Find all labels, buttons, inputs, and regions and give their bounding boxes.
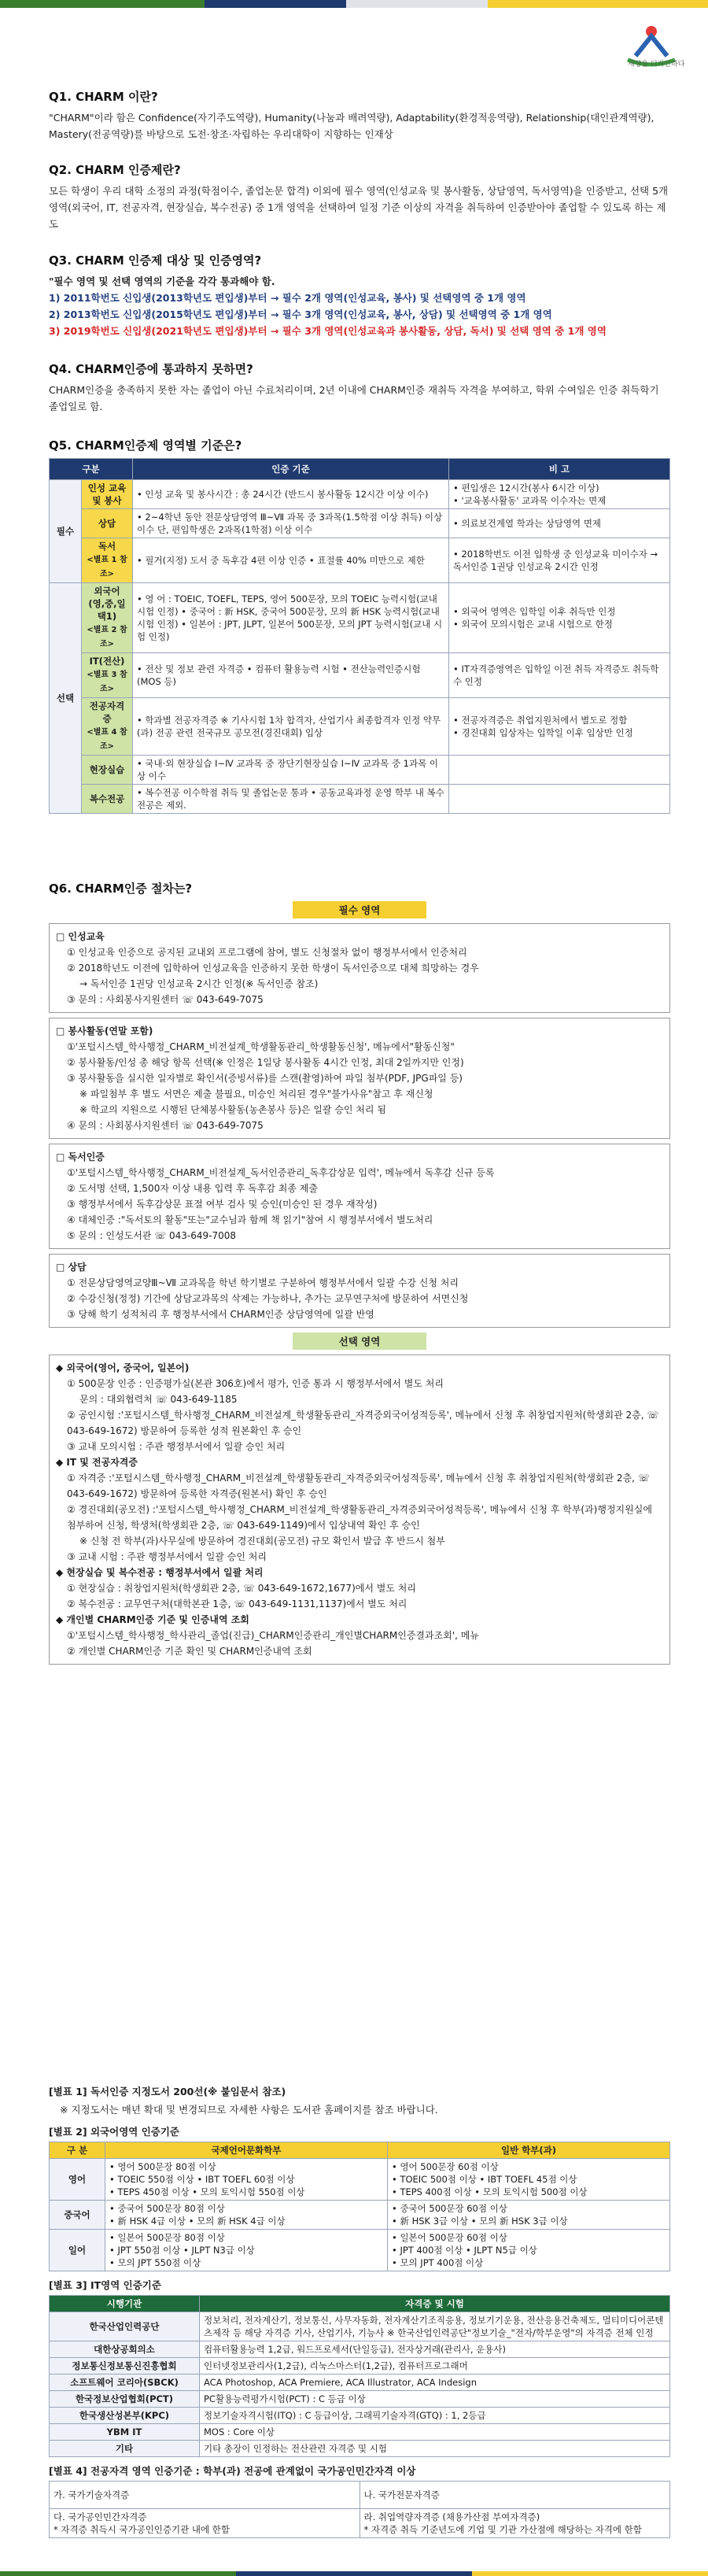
q5-area-6-label: 전공자격증 [89, 700, 125, 724]
table2-cell: • 중국어 500문장 60점 이상 • 新 HSK 3급 이상 • 모의 新 HSK 3급 이상 [388, 2201, 670, 2230]
table2-header: 국제언어문화학부 [105, 2142, 388, 2159]
q5-criteria-table [49, 458, 670, 814]
q5-area-4 [82, 583, 133, 653]
procedure-title: □ 인성교육 [56, 931, 105, 942]
table3-cert: 기타 총장이 인정하는 전산관련 자격증 및 시험 [200, 2441, 670, 2457]
procedure-line: ⑤ 문의 : 인성도서관 ☏ 043-649-7008 [67, 1230, 237, 1241]
table2-lang: 중국어 [50, 2201, 105, 2230]
q5-area-4-label: 외국어 (영,중,일 택1) [88, 586, 126, 622]
procedure-line: ② 봉사활동/인성 총 해당 항목 선택(※ 인정은 1일당 봉사활동 4시간 인정, 최대 2일까지만 인정) [67, 1057, 464, 1068]
q5-area-3 [82, 538, 133, 583]
procedure-title: ◆ 외국어(영어, 중국어, 일본어) [56, 1362, 190, 1373]
procedure-line: ① 전문상담영역교양Ⅲ~Ⅶ 교과목을 학년 학기별로 구분하여 행정부서에서 일괄 수강 신청 처리 [67, 1277, 459, 1288]
q5-criteria-7: • 국내·외 현장실습 Ⅰ~Ⅳ 교과목 중 장단기현장실습 Ⅰ~Ⅳ 교과목 중 1과목 이상 이수 [132, 756, 448, 785]
it-criteria-table [49, 2295, 670, 2457]
table3-org: 정보통신정보통신진흥협회 [50, 2358, 200, 2375]
q5-area-6 [82, 698, 133, 756]
procedure-title: ◆ 개인별 CHARM인증 기준 및 인증내역 조회 [56, 1614, 249, 1625]
table2-cell: • 영어 500문장 80점 이상 • TOEIC 550점 이상 • IBT TOEFL 60점 이상 • TEPS 450점 이상 • 모의 토익시험 550점 이상 [105, 2159, 388, 2201]
procedure-line: → 독서인증 1권당 인성교육 2시간 인정(※ 독서인증 참조) [79, 978, 319, 989]
table2-title: [별표 2] 외국어영역 인증기준 [49, 2126, 180, 2138]
q5-note-4: • 외국어 영역은 입학일 이후 취득만 인정 • 외국어 모의시험은 교내 시험으로 한정 [449, 583, 670, 653]
procedure-counseling [49, 1254, 670, 1328]
q2-section [49, 161, 670, 232]
table3-org: YBM IT [50, 2424, 200, 2441]
procedure-line: ①'포털시스템_학사행정_학사관리_졸업(진급)_CHARM인증관리_개인별CHARM인증결과조회', 메뉴 [67, 1630, 479, 1641]
required-area-pill: 필수 영역 [293, 901, 426, 918]
q5-header-note: 비 고 [449, 459, 670, 480]
procedure-line: ①'포털시스템_학사행정_CHARM_비전설계_독서인증관리_독후감상문 입력', 메뉴에서 독후감 신규 등록 [67, 1167, 495, 1178]
q3-title: Q3. CHARM 인증제 대상 및 인증영역? [49, 253, 262, 268]
procedure-line: ③ 문의 : 사회봉사지원센터 ☏ 043-649-7075 [67, 994, 264, 1005]
table3-org: 기타 [50, 2441, 200, 2457]
q4-title: Q4. CHARM인증에 통과하지 못하면? [49, 362, 253, 376]
q3-section [49, 252, 670, 339]
q5-criteria-4: • 영 어 : TOEIC, TOEFL, TEPS, 영어 500문장, 모의 TOEIC 능력시험(교내 시험 인정) • 중국어 : 新 HSK, 중국어 500문장, 모의 新 HSK 능력시험(교내 시험 인정) • 일본어 : JPT, JLPT, 일본어 500문장, 모의 JPT 능력시험(교내 시험 인정) [132, 583, 448, 653]
table3-header: 시행기관 [50, 2296, 200, 2312]
procedure-line: ③ 교내 모의시험 : 주관 행정부서에서 일괄 승인 처리 [67, 1441, 286, 1452]
procedure-line: ③ 행정부서에서 독후감상문 표절 여부 검사 및 승인(미승인 된 경우 재작성) [67, 1199, 378, 1210]
table3-org: 대한상공회의소 [50, 2341, 200, 2358]
table2-lang: 일어 [50, 2230, 105, 2271]
q6-title: Q6. CHARM인증 절차는? [49, 881, 193, 896]
major-cert-table [49, 2481, 670, 2538]
table2-cell: • 중국어 500문장 80점 이상 • 新 HSK 4급 이상 • 모의 新 HSK 4급 이상 [105, 2201, 388, 2230]
table3-org: 한국산업인력공단 [50, 2312, 200, 2341]
table3-cert: 인터넷정보관리사(1,2급), 리눅스마스터(1,2급), 컴퓨터프로그래머 [200, 2358, 670, 2375]
table3-cert: MOS : Core 이상 [200, 2424, 670, 2441]
table2-cell: • 일본어 500문장 60점 이상 • JPT 400점 이상 • JLPT N5급 이상 • 모의 JPT 400점 이상 [388, 2230, 670, 2271]
procedure-line: ① 자격증 :'포털시스템_학사행정_CHARM_비전설계_학생활동관리_자격증외국어성적등록', 메뉴에서 신청 후 취창업지원처(학생회관 2층, ☏ 043-649-1672) 방문하여 등록한 자격증(원본서) 확인 후 승인 [67, 1473, 650, 1499]
q5-header-category: 구분 [50, 459, 133, 480]
procedure-title: □ 독서인증 [56, 1151, 105, 1162]
procedure-elective [49, 1355, 670, 1665]
q5-criteria-6: • 학과별 전공자격증 ※ 기사시험 1차 합격자, 산업기사 최종합격자 인정 약무(과) 전공 관련 전국규모 공모전(경진대회) 입상 [132, 698, 448, 756]
procedure-line: ③ 당해 학기 성적처리 후 행정부서에서 CHARM인증 상담영역에 일괄 반영 [67, 1309, 374, 1320]
q1-title: Q1. CHARM 이란? [49, 90, 158, 104]
q5-group-required: 필수 [50, 480, 82, 583]
table3-cert: PC활용능력평가시험(PCT) : C 등급 이상 [200, 2391, 670, 2408]
q5-note-6: • 전공자격증은 취업지원처에서 별도로 정함 • 경진대회 입상자는 입학일 이후 입상만 인정 [449, 698, 670, 756]
procedure-line: ① 인성교육 인증으로 공지된 교내외 프로그램에 참여, 별도 신청절차 없이 행정부서에서 인증처리 [67, 947, 467, 958]
q1-section [49, 88, 670, 142]
q5-note-2: • 의료보건계열 학과는 상담영역 면제 [449, 509, 670, 538]
procedure-line: ② 복수전공 : 교무연구처(대학본관 1층, ☏ 043-649-1131,1137)에서 별도 처리 [67, 1598, 407, 1610]
procedure-line: ② 2018학년도 이전에 입학하여 인성교육을 인증하지 못한 학생이 독서인증으로 대체 희망하는 경우 [67, 963, 479, 974]
procedure-volunteer [49, 1018, 670, 1139]
q5-note-5: • IT자격증영역은 입학일 이전 취득 자격증도 취득학수 인정 [449, 653, 670, 698]
table3-org: 한국정보산업협회(PCT) [50, 2391, 200, 2408]
table3-cert: ACA Photoshop, ACA Premiere, ACA Illustrator, ACA Indesign [200, 2375, 670, 2391]
q5-area-5-label: IT(전산) [89, 656, 125, 667]
top-color-bar [0, 0, 708, 8]
table2-header: 구 분 [50, 2142, 105, 2159]
procedure-line: ※ 신청 전 학부(과)사무실에 방문하여 경진대회(공모전) 규모 확인서 발급 후 반드시 첨부 [79, 1536, 445, 1547]
q5-header-criteria: 인증 기준 [132, 459, 448, 480]
table4-title: [별표 4] 전공자격 영역 인증기준 : 학부(과) 전공에 관계없이 국가공인민간자격 이상 [49, 2465, 416, 2477]
q5-criteria-8: • 복수전공 이수학점 취득 및 졸업논문 통과 • 공동교육과정 운영 학부 내 복수전공은 제외. [132, 785, 448, 814]
q5-criteria-2: • 2~4학년 동안 전문상담영역 Ⅲ~Ⅶ 과목 중 3과목(1.5학점 이상 취득) 이상 이수 단, 편입학생은 2과목(1학점) 이상 이수 [132, 509, 448, 538]
q5-group-elective: 선택 [50, 583, 82, 814]
procedure-title: □ 봉사활동(연말 포함) [56, 1026, 153, 1037]
procedure-line: ※ 학교의 지원으로 시행된 단체봉사활동(농촌봉사 등)은 일괄 승인 처리 됨 [79, 1104, 386, 1115]
table3-title: [별표 3] IT영역 인증기준 [49, 2279, 161, 2291]
q4-body: CHARM인증을 충족하지 못한 자는 졸업이 아닌 수료처리이며, 2년 이내에 CHARM인증 재취득 자격을 부여하고, 학위 수여일은 인증 취득학기 졸업일로 함. [49, 384, 659, 412]
procedure-title: ◆ 현장실습 및 복수전공 : 행정부서에서 일괄 처리 [56, 1567, 264, 1578]
q2-title: Q2. CHARM 인증제란? [49, 163, 181, 177]
q3-item-1: 1) 2011학번도 신입생(2013학년도 편입생)부터 → 필수 2개 영역(인성교육, 봉사) 및 선택영역 중 1개 영역 [49, 292, 526, 304]
procedure-line: ③ 교내 시험 : 주관 행정부서에서 일괄 승인 처리 [67, 1551, 267, 1562]
q5-area-3-label: 독서 [98, 541, 116, 552]
q5-criteria-3: • 필거(지정) 도서 중 독후감 4편 이상 인증 • 표절률 40% 미만으로 제한 [132, 538, 448, 583]
q3-lead: "필수 영역 및 선택 영역의 기준을 각각 통과해야 함. [49, 275, 275, 287]
table4-cell: 가. 국가기술자격증 [50, 2482, 360, 2509]
q5-note-8 [449, 785, 670, 814]
elective-area-pill: 선택 영역 [293, 1332, 426, 1350]
q5-area-6-ref: <별표 4 참조> [87, 728, 127, 751]
table3-cert: 정보기술자격시험(ITQ) : C 등급이상, 그래픽기술자격(GTQ) : 1, 2등급 [200, 2408, 670, 2424]
procedure-line: ①'포털시스템_학사행정_CHARM_비전설계_학생활동관리_학생활동신청', 메뉴에서"활동신청" [67, 1041, 455, 1052]
q5-area-5 [82, 653, 133, 698]
table1-note: ※ 지정도서는 매년 확대 및 변경되므로 자세한 사항은 도서관 홈페이지를 참조 바랍니다. [60, 2104, 438, 2116]
table1-title: [별표 1] 독서인증 지정도서 200선(※ 붙임문서 참조) [49, 2086, 286, 2097]
q5-note-1: • 편입생은 12시간(봉사 6시간 이상) • '교육봉사활동' 교과목 이수자는 면제 [449, 480, 670, 509]
procedure-personality [49, 923, 670, 1013]
appendix-section [49, 2078, 670, 2538]
q1-body: "CHARM"이라 함은 Confidence(자기주도역량), Humanity(나눔과 배려역량), Adaptability(환경적응역량), Relationship(대인관계역량), Mastery(전공역량)를 바탕으로 도전·창조·자립하는 우리대학이 지향하는 인재상 [49, 112, 655, 140]
procedure-line: ② 수강신청(정정) 기간에 상담교과목의 삭제는 가능하나, 추가는 교무연구처에 방문하여 서면신청 [67, 1293, 469, 1304]
q5-area-4-ref: <별표 2 참조> [87, 626, 127, 649]
q6-section [49, 880, 670, 1669]
q3-item-2: 2) 2013학번도 신입생(2015학년도 편입생)부터 → 필수 3개 영역(인성교육, 봉사, 상담) 및 선택영역 중 1개 영역 [49, 309, 552, 320]
table2-cell: • 영어 500문장 60점 이상 • TOEIC 500점 이상 • IBT TOEFL 45점 이상 • TEPS 400점 이상 • 모의 토익시험 500점 이상 [388, 2159, 670, 2201]
q5-title: Q5. CHARM인증제 영역별 기준은? [49, 438, 242, 453]
q5-area-5-ref: <별표 3 참조> [87, 671, 127, 693]
q5-area-1: 인성 교육 및 봉사 [82, 480, 133, 509]
q5-area-3-ref: <별표 1 참조> [87, 556, 127, 578]
table3-org: 한국생산성본부(KPC) [50, 2408, 200, 2424]
q2-body: 모든 학생이 우리 대학 소정의 과정(학점이수, 졸업논문 합격) 이외에 필수 영역(인성교육 및 봉사활동, 상담영역, 독서영역)을 인증받고, 선택 5개 영역(외국어, IT, 전공자격, 현장실습, 복수전공) 중 1개 영역을 선택하여 일정 기준 이상의 자격을 취득하여 인증받아야 졸업할 수 있도록 하는 제도 [49, 185, 669, 230]
procedure-line: ② 공인시험 :'포털시스템_학사행정_CHARM_비전설계_학생활동관리_자격증외국어성적등록', 메뉴에서 신청 후 취창업지원처(학생회관 2층, ☏ 043-649-1672) 방문하여 등록한 성적 원본확인 후 승인 [67, 1410, 659, 1436]
q5-area-7: 현장실습 [82, 756, 133, 785]
table3-cert: 정보처리, 전자계산기, 정보통신, 사무자동화, 전자계산기조직응용, 정보기기운용, 전산응용건축제도, 멀티미디어콘텐츠제작 등 해당 자격증 기사, 산업기사, 기능사 ※ 한국산업인력공단"정보기술_"전자/학부운영"의 자격증 전체 인정 [200, 2312, 670, 2341]
q5-note-3: • 2018학번도 이전 입학생 중 인성교육 미이수자 → 독서인증 1권당 인성교육 2시간 인정 [449, 538, 670, 583]
procedure-title: ◆ IT 및 전공자격증 [56, 1457, 138, 1468]
q5-criteria-1: • 인성 교육 및 봉사시간 : 총 24시간 (반드시 봉사활동 12시간 이상 이수) [132, 480, 448, 509]
table3-cert: 컴퓨터활용능력 1,2급, 워드프로세서(단일등급), 전자상거래(관리사, 운용사) [200, 2341, 670, 2358]
q4-section [49, 360, 670, 415]
bottom-color-bar [0, 2571, 708, 2576]
table4-cell: 나. 국가전문자격증 [360, 2482, 670, 2509]
procedure-line: 문의 : 대외협력처 ☏ 043-649-1185 [79, 1394, 238, 1405]
language-criteria-table [49, 2142, 670, 2271]
table3-org: 소프트웨어 코리아(SBCK) [50, 2375, 200, 2391]
logo-text: 세상을 디자인하다 [628, 61, 685, 68]
table2-lang: 영어 [50, 2159, 105, 2201]
procedure-line: ② 경진대회(공모전) :'포털시스템_학사행정_CHARM_비전설계_학생활동관리_자격증외국어성적등록', 메뉴에서 신청 후 학부(과)행정지원실에 첨부하여 신청, 학생처(학생회관 2층, ☏ 043-649-1149)에서 입상내역 확인 후 승인 [67, 1504, 652, 1531]
procedure-line: ③ 봉사활동을 실시한 일자별로 확인서(증빙서류)를 스캔(촬영)하여 파일 첨부(PDF, JPG파일 등) [67, 1073, 463, 1084]
procedure-line: ② 개인별 CHARM인증 기준 확인 및 CHARM인증내역 조회 [67, 1646, 312, 1657]
table4-cell: 라. 취업역량자격증 (채용가산점 부여자격증) * 자격증 취득 기준년도에 기업 및 기관 가산점에 해당하는 자격에 한함 [360, 2509, 670, 2538]
procedure-line: ② 도서명 선택, 1,500자 이상 내용 입력 후 독후감 최종 제출 [67, 1183, 318, 1194]
procedure-line: ④ 대체인증 :"독서토의 활동"또는"교수님과 함께 책 읽기"참여 시 행정부서에서 별도처리 [67, 1214, 433, 1225]
procedure-line: ① 500문장 인증 : 인증평가실(본관 306호)에서 평가, 인증 통과 시 행정부서에서 별도 처리 [67, 1378, 444, 1389]
q5-note-7 [449, 756, 670, 785]
procedure-line: ① 현장실습 : 취창업지원처(학생회관 2층, ☏ 043-649-1672,1677)에서 별도 처리 [67, 1583, 416, 1594]
procedure-line: ※ 파일첨부 후 별도 서면은 제출 불필요, 미승인 처리된 경우"불가사유"참고 후 재신청 [79, 1088, 433, 1100]
procedure-reading [49, 1144, 670, 1249]
table2-cell: • 일본어 500문장 80점 이상 • JPT 550점 이상 • JLPT N3급 이상 • 모의 JPT 550점 이상 [105, 2230, 388, 2271]
q3-item-3: 3) 2019학번도 신입생(2021학년도 편입생)부터 → 필수 3개 영역(인성교육과 봉사활동, 상담, 독서) 및 선택 영역 중 1개 영역 [49, 325, 607, 337]
q5-area-2: 상담 [82, 509, 133, 538]
procedure-title: □ 상담 [56, 1262, 87, 1273]
q5-section [49, 437, 670, 814]
table2-header: 일반 학부(과) [388, 2142, 670, 2159]
table3-header: 자격증 및 시험 [200, 2296, 670, 2312]
q5-criteria-5: • 전산 및 정보 관련 자격증 • 컴퓨터 활용능력 시험 • 전산능력인증시험(MOS 등) [132, 653, 448, 698]
q5-area-8: 복수전공 [82, 785, 133, 814]
procedure-line: ④ 문의 : 사회봉사지원센터 ☏ 043-649-7075 [67, 1120, 264, 1131]
table4-cell: 다. 국가공인민간자격증 * 자격증 취득시 국가공인인증기관 내에 한함 [50, 2509, 360, 2538]
